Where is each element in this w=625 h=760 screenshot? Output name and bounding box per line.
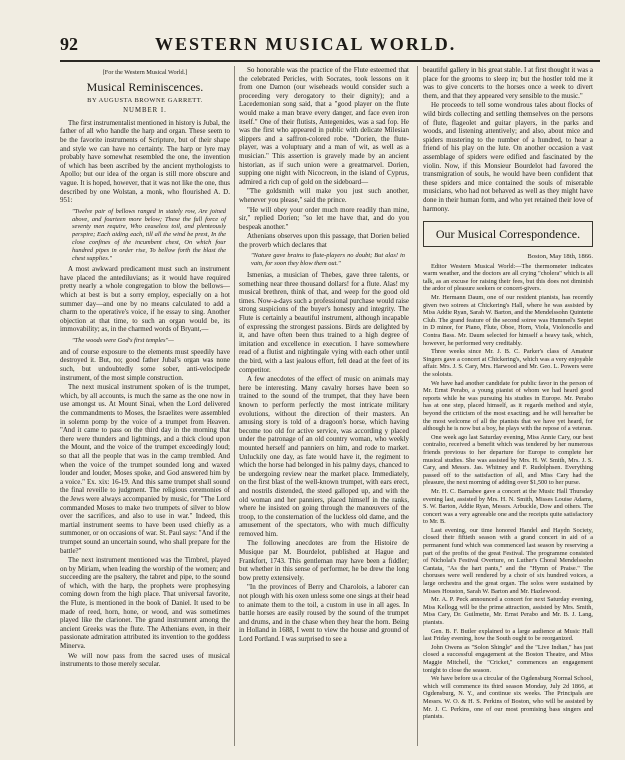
page-header [60,34,600,58]
header-rule [60,60,600,62]
paragraph: John Owens as "Solon Shingle" and the "Live Indian," has just closed a successful engagement at the Boston Theatre, and Miss Maggie Mitchell, the "Cricket," commences an engagement tonight to close the season. [423,643,593,674]
paragraph: Gen. B. F. Butler explained to a large audience at Music Hall last Friday evening, how the South ought to be reorganized. [423,627,593,643]
paragraph: Ismenias, a musician of Thebes, gave three talents, or something near three thousand dollars! for a flute. Alas! my musical brethren, think of that, and weep for the good old times. Now-a-days such a professional purchase would raise strong suspicions of the buyer's honesty and integrity. The Flute is certainly a beautiful instrument, although incapable of expressing the strongest passions. Birds are delighted by it, and have often been thus trained to a high degree of imitation and excellence in execution. I have somewhere read of a flutist and nightingale vying with each other until the bird, with a last jealous effort, fell dead at the feet of its competitor. [239,271,409,374]
paragraph: We have had another candidate for public favor in the person of Mr. Ernst Perabo, a young pianist of whom we had heard good reports while he was pursuing his studies in Europe. Mr. Perabo has at one step, placed himself, as it regards method and style, beyond the criticism of the most exacting; and he will hereafter be the most welcome of all the pianists that we have yet heard, for although he is now but a boy, he plays with the repose of a veteran. [423,379,593,433]
paragraph: Last evening, our time honored Handel and Haydn Society, closed their fiftieth season with a grand concert in aid of a permanent fund which was commenced last season by reserving a part of the profits of the great Festival. The programme consisted of Nicholai's Festival Overture, on Luther's Choral Mendelssohn Cantata, "As the hart pants," and the "Hymn of Praise." The choruses were well rendered by a choir of six hundred voices, a large orchestra and the great organ. The solos were sustained by Misses Houston, Sarah W. Barton and Mr. Hazlewood. [423,526,593,595]
article-byline: BY AUGUSTA BROWNE GARRETT. [87,96,203,104]
column-2 [239,66,409,756]
article-number: NUMBER I. [123,107,167,115]
section-title: Our Musical Correspondence. [435,227,581,242]
paragraph: Mr. A. P. Peck announced a concert for next Saturday evening, Miss Kellogg will be the prime attraction, assisted by Mrs. Smith, Miss Cary, Dr. Guilmette, Mr. Ernst Perabo and Mr. B. J. Lang, pianists. [423,596,593,626]
verse-quote: "Twelve pair of bellows ranged in stately row, Are joined above, and fourteen more below; These the full force of seventy men require, Who ceaseless toil, and plenteously perspire; Each aiding each, till all the wind be prest, In the close confines of the incumbent chest, On which four hundred pipes in order rise, To bellow forth the blast the chest supplies." [72,207,226,262]
paragraph: Athenians observes upon this passage, that Dorien belied the proverb which declares that [239,232,409,249]
paragraph: "The goldsmith will make you just such another, whenever you please," said the prince. [239,187,409,204]
paragraph: He proceeds to tell some wondrous tales about flocks of wild birds collecting and settling themselves on the persons of flute, flageolet and guitar players, in the parks and woods, and listening attentively; and also, about mice and spiders mustering to the number of a hundred, to hear a friend of his play on the lute. On another occasion a vast assemblage of spiders were edified and fascinated by the violin. Now, if this Monsieur Bourdelot had favored the transmigration of souls, he would have been confident that these spiders and mice contained the souls of miserable musicians, who had not behaved as well as they might have done in their human form, and who yet retained their love of harmony. [423,101,593,213]
paragraph: We have before us a circular of the Ogdensburg Normal School, which will commence its third season Monday, July 2d 1866, at Ogdensburg, N. Y., and continue six weeks. The Principals are Messrs. W. O. & H. S. Perkins of Boston, who will be assisted by Mr. J. C. Perkins, one of our most promising bass singers and pianists. [423,675,593,721]
paragraph: A few anecdotes of the effect of music on animals may here be interesting. Many cavalry horses have been so trained to the sound of the trumpet, that they have been known to perform perfectly the most intricate military evolutions, without the direction of their masters. An amusing story is told of a dragoon's horse, which having become too old for active service, was according y placed under the patronage of an old country woman, who weekly mounted herself and panniers on him, and rode to market. Unluckily one day, as fate would have it, the regiment to which the horse had belonged in his palmy days, chanced to be undergoing review near the market place. Immediately, on the first blast of the well-known trumpet, with ears erect, and nostrils distended, the steed galloped up, and with the old woman and her panniers, placed himself in the ranks, where he insisted on going through the manœuvers of the troop, to the consternation of the luckless old dame, and the amusement of the spectators, who with much difficulty removed him. [239,375,409,538]
paragraph: Editor Western Musical World:—The thermometer indicates warm weather, and the doctors are all crying "cholera" which is all talk, as an excuse for raising their fees, but this does not diminish the ardor of pleasure seekers or concert-givers. [423,262,593,293]
article-title: Musical Reminiscences. [86,79,204,94]
column-divider [234,66,235,746]
paragraph: "In the provinces of Berry and Charolois, a laborer can not plough with his oxen unless some one sings at their head to animate them to the toil, a custom in use in all ages. In battle horses are easily roused by the sound of the trumpet and drums, and in the chase when they hear the horn. Being in Holland in 1688, I went to view the house and ground of Lord Portland. I was surprised to see a [239,583,409,643]
paragraph: The first instrumentalist mentioned in history is Jubal, the father of all who handle the harp and organ. These seem to be the favorite instruments of Scripture, but of their shape and style we can have no certainty. The harp or lyre may probably have somewhat resembled the one, the invention of which has been ascribed by the ancient mythologists to Apollo; but our idea of the organ is still more obscure and vague. It is hoped, however, that it was not like the one, thus described by one Wolstan, a monk, who flourished A. D. 951: [60,118,230,205]
paragraph: Mr. H. C. Barnabee gave a concert at the Music Hall Thursday evening last, assisted by Mrs. H. N. Smith, Misses Louise Adams, S. W. Barton, Addie Ryan, Messrs. Arbuckle, Dow and others. The concert was a very agreeable one and the receipts quite satisfactory to Mr. B. [423,487,593,526]
dateline: Boston, May 18th, 1866. [527,253,593,261]
paragraph: We will now pass from the sacred uses of musical instruments to those merely secular. [60,651,230,669]
paragraph: Three weeks since Mr. J. B. C. Parker's class of Amateur Singers gave a concert at Chickering's, which was a very enjoyable affair. Mrs. J. S. Cary, Mrs. Harwood and Mr. Geo. L. Powers were the soloists. [423,348,593,378]
paragraph: beautiful gallery in his great stable. I at first thought it was a place for the grooms to sleep in; but the hostler told me it was to give concerts to the horses once a week to divert them, and that they appeared very sensible to the music." [423,66,593,100]
running-title: WESTERN MUSICAL WORLD. [155,34,457,54]
paragraph: Mr. Hermann Daum, one of our resident pianists, has recently given two soirees at Chickering's Hall, where he was assisted by Miss Addie Ryan, Sarah W. Barton, and the Mendelssohn Quintette Club. The grand feature of the second soiree was Hummel's Septet in D minor, for Piano, Flute, Oboe, Horn, Viola, Violoncello and Contra Bass. Mr. Daum selected for himself a heavy task, which, however, he performed very creditably. [423,294,593,347]
paragraph: The following anecdotes are from the Histoire de Musique par M. Bourdelot, published at Hague and Frankfort, 1743. This gentleman may have been a fiddler; but whether in this sense of performer, he be drew the long bow pretty extensively. [239,539,409,582]
verse-quote: "The woods were God's first temples"— [72,337,174,345]
column-3 [423,66,593,756]
column-divider [417,66,418,746]
section-title-box [423,221,593,247]
article-source-note: [For the Western Musical World.] [102,69,188,76]
column-1 [60,66,230,756]
paragraph: One week ago last Saturday evening, Miss Annie Cary, our best contralto, received a benefit which was tendered by her numerous friends previous to her departure for Europe to complete her musical studies. She was assisted by Mrs. H. W. Smith, Mrs. J. S. Cary, and Messrs. Jas. Whitney and F. Rudolphsen. Everything passed off to the satisfaction of all, and Miss Cary had the pleasure, the next morning of adding over $1,500 to her purse. [423,433,593,487]
verse-quote: "Nature gave brains to flute-players no doubt; But alas! in vain, for soon they blow them out." [251,252,405,268]
paragraph: A most awkward predicament must such an instrument have placed the antediluvians; as it would have required pretty nearly a whole congregation to blow the bellows—which at best is but a sorry employ, especially on a hot summer day—and one by no means calculated to add a charm to the operative's voice, if he essay to sing. Another objection at that time, to such an organ would be, its immovability; as, in the charmed words of Bryant,— [60,265,230,334]
paragraph: The next musical instrument spoken of is the trumpet, which, by all accounts, is much the same as the one now in use amongst us. At Mount Sinai, when the Lord delivered the commandments to Moses, the Israelites were assembled in solemn pomp by the voice of a trumpet from Heaven. "And it came to pass on the third day in the morning that there were thunders and lightnings, and a thick cloud upon the Mount, and the voice of the trumpet exceedingly loud; so that all the people that was in the camp trembled. And when the voice of the trumpet sounded long and waxed louder and louder, Moses spoke, and God answered him by a voice." Ex. xix: 16-19. And this same trumpet shall sound the final reveille to judgment. The religious ceremonies of the Jews were always accompanied by music, for "The Lord commanded Moses to make two trumpets of silver to blow over the sacrifices, and also to use in war." Indeed, this martial instrument seems to have been used chiefly as a summoner, or on occasions of war. St. Paul says: "And if the trumpet sound an uncertain sound, who shall prepare for the battle?" [60,383,230,555]
page-number: 92 [60,34,78,54]
paragraph: and of course exposure to the elements must speedily have destroyed it. But, no; good father Jubal's organ was none such, but undoubtedly some sober, anti-velocipede instrument, of the most simple construction. [60,347,230,382]
paragraph: "He will obey your order much more readily than mine, sir," replied Dorien; "so let me have that, and do you bespeak another." [239,205,409,231]
paragraph: So honorable was the practice of the Flute esteemed that the celebrated Pericles, with Socrates, took lessons on it from one Damon (our wiseheads would consider such a proceeding very derogatory to their dignity); and a Lacedemonian song said, that a "good player on the flute would make a man brave every danger, and face even iron itself." One of their flutists, Antegenides, was a sad fop. He was the first who appeared in public with delicate Milesian slippers and a saffron-colored robe. "Dorien, the flute-player, was a voluptuary and a man of wit, as well as a musician." This assertion is gravely made by an ancient historian, as if such union were a greatmarvel. Dorien, supping one night with Nicocreon, in the island of Cyprus, admired a rich cup of gold on the sideboard— [239,66,409,186]
paragraph: The next instrument mentioned was the Timbrel, played on by Miriam, when leading the worship of the women; and succeeding are the psaltery, the tabret and pipe, to the sound of which, with the harp, the prophets were prophesying coming down from the high place. That universal favorite, the Flute, is mentioned in the book of Daniel. It used to be made of reed, horn, hone, or wood, and was sometimes played like the clarionet. The grand instrument among the ancient Greeks was the flute. The Athenians even, in their passionate admiration attributed its invention to the goddess Minerva. [60,556,230,651]
